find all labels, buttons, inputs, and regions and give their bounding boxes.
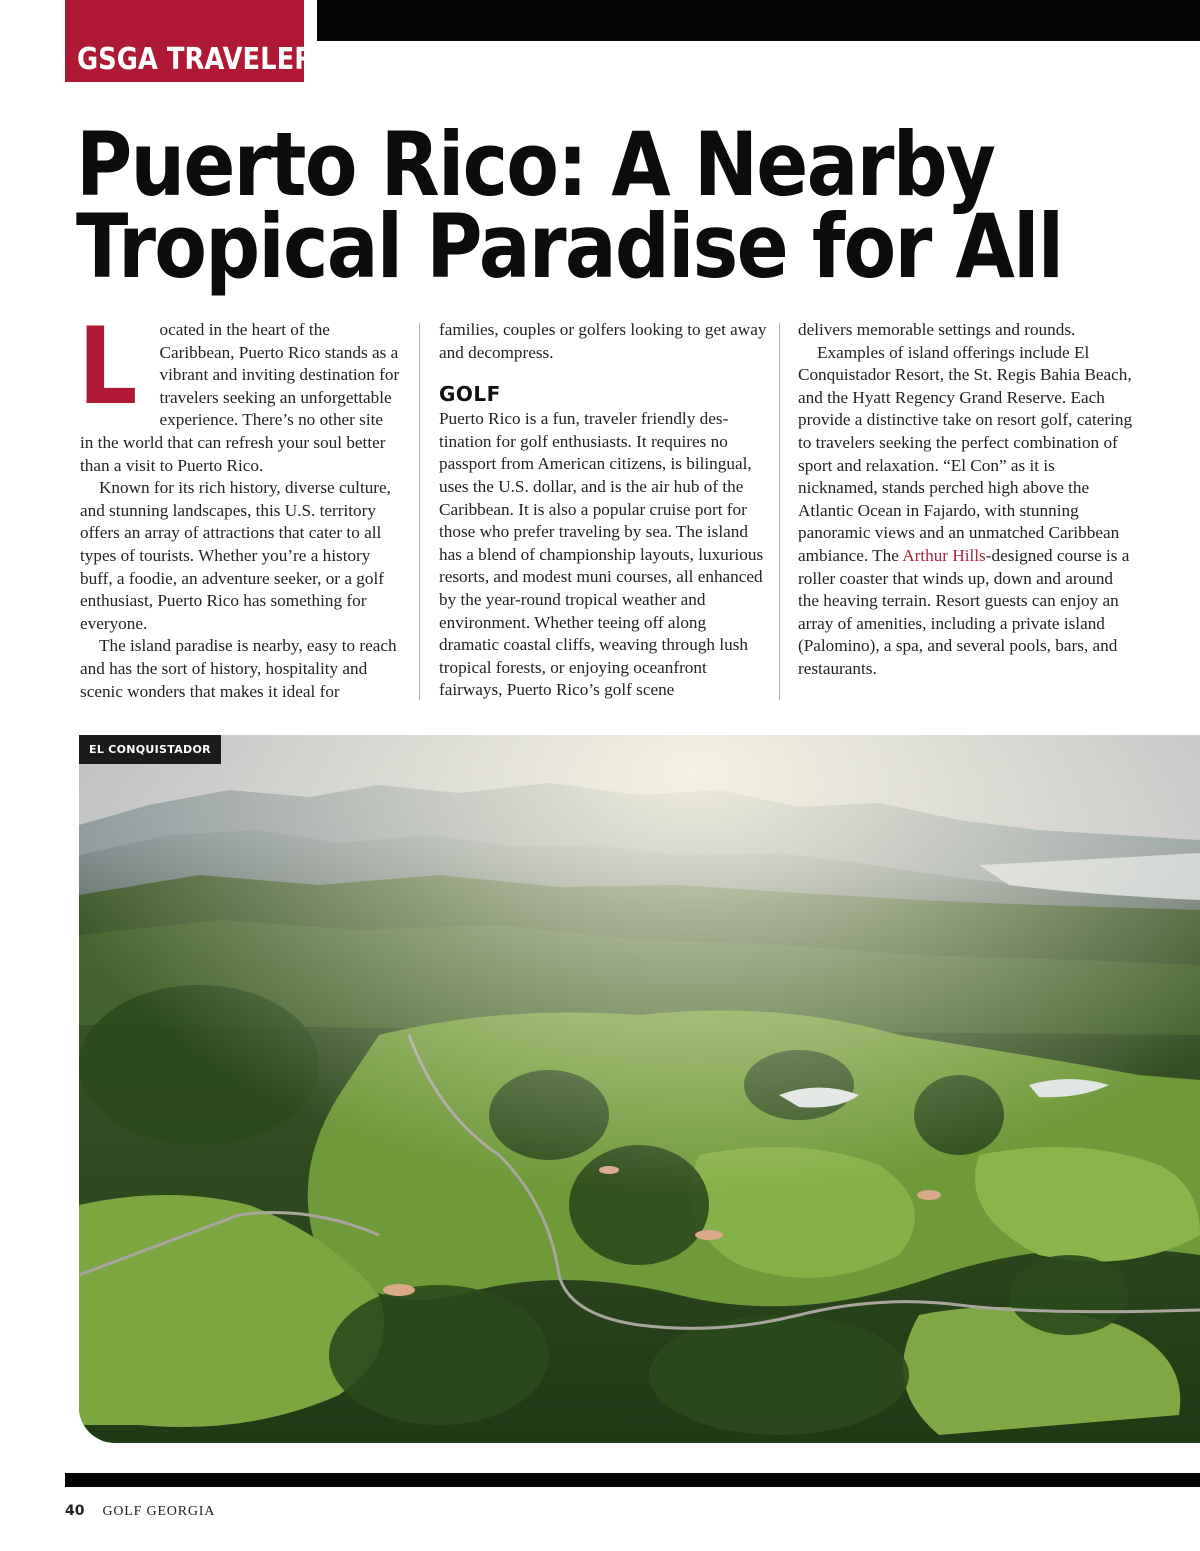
page-number: 40	[65, 1503, 85, 1519]
paragraph-text: Examples of island offerings include El Conquistador Resort, the St. Regis Bahia Beach, and the Hyatt Regency Grand Reserve. Each provide a distinctive take on resort golf, catering to travelers seeking the perfect combination of sport and relaxation. “El Con” as it is nicknamed, stands perched high above the Atlantic Ocean in Fajardo, with stunning panoramic views and an unmatched Caribbean ambiance. The	[798, 342, 1133, 565]
article-paragraph-1: ocated in the heart of the Caribbean, Puerto Rico stands as a vibrant and inviting destination for travelers seeking an unforgettable experience. There’s no other site in the world that can refresh your soul better than a visit to Puerto Rico.	[80, 320, 400, 475]
article-column-2	[439, 319, 769, 702]
headline-line-1: Puerto Rico: A Nearby	[76, 113, 995, 216]
article-column-3	[798, 319, 1133, 681]
column-divider	[779, 323, 780, 700]
article-paragraph-2: Known for its rich history, diverse culture, and stunning landscapes, this U.S. territory offers an array of attractions that cater to all types of tourists. Whether you’re a history buff, a foodie, an adventure seeker, or a golf enthusiast, Puerto Rico has something for everyone.	[80, 478, 391, 633]
article-column-1	[78, 305, 400, 703]
paragraph-text: -designed course is a roller coaster that winds up, down and around the heaving terrain. Resort guests can enjoy an array of amenities, including a private island (Palomino), a spa, and several pools, bars, and restaurants.	[798, 545, 1130, 678]
publication-name: GOLF GEORGIA	[102, 1504, 216, 1519]
headline	[76, 113, 1186, 298]
article-paragraph-6: delivers memorable settings and rounds.	[798, 320, 1076, 339]
section-tab	[65, 0, 315, 82]
article-paragraph-5: Puerto Rico is a fun, traveler friendly destination for golf enthusiasts. It requires no passport from American citizens, is bilingual, uses the U.S. dollar, and is the air hub of the Caribbean. It is also a popular cruise port for those who prefer traveling by sea. The island has a blend of championship layouts, luxurious resorts, and modest muni courses, all enhanced by the year-round tropical weather and environment. Whether teeing off along dramatic coastal cliffs, weaving through lush tropical forests, or enjoying oceanfront fairways, Puerto Rico’s golf scene	[439, 409, 764, 700]
article-paragraph-4: families, couples or golfers looking to get away and decompress.	[439, 320, 767, 362]
drop-cap: L	[78, 305, 138, 428]
bottom-rule-bar	[65, 1473, 1200, 1487]
column-divider	[419, 323, 420, 700]
top-rule-bar	[317, 0, 1200, 41]
golf-subhead: GOLF	[439, 382, 501, 407]
page-footer	[65, 1502, 215, 1521]
headline-line-2: Tropical Paradise for All	[76, 195, 1063, 298]
photo-caption: EL CONQUISTADOR	[79, 735, 221, 764]
article-paragraph-3: The island paradise is nearby, easy to reach and has the sort of history, hospitality and scenic wonders that makes it ideal for	[80, 636, 397, 701]
section-label: GSGA TRAVELER	[77, 42, 315, 77]
arthur-hills-link[interactable]: Arthur Hills	[902, 545, 986, 565]
aerial-golf-course-photo	[79, 735, 1200, 1443]
article-paragraph-7	[798, 342, 1133, 681]
